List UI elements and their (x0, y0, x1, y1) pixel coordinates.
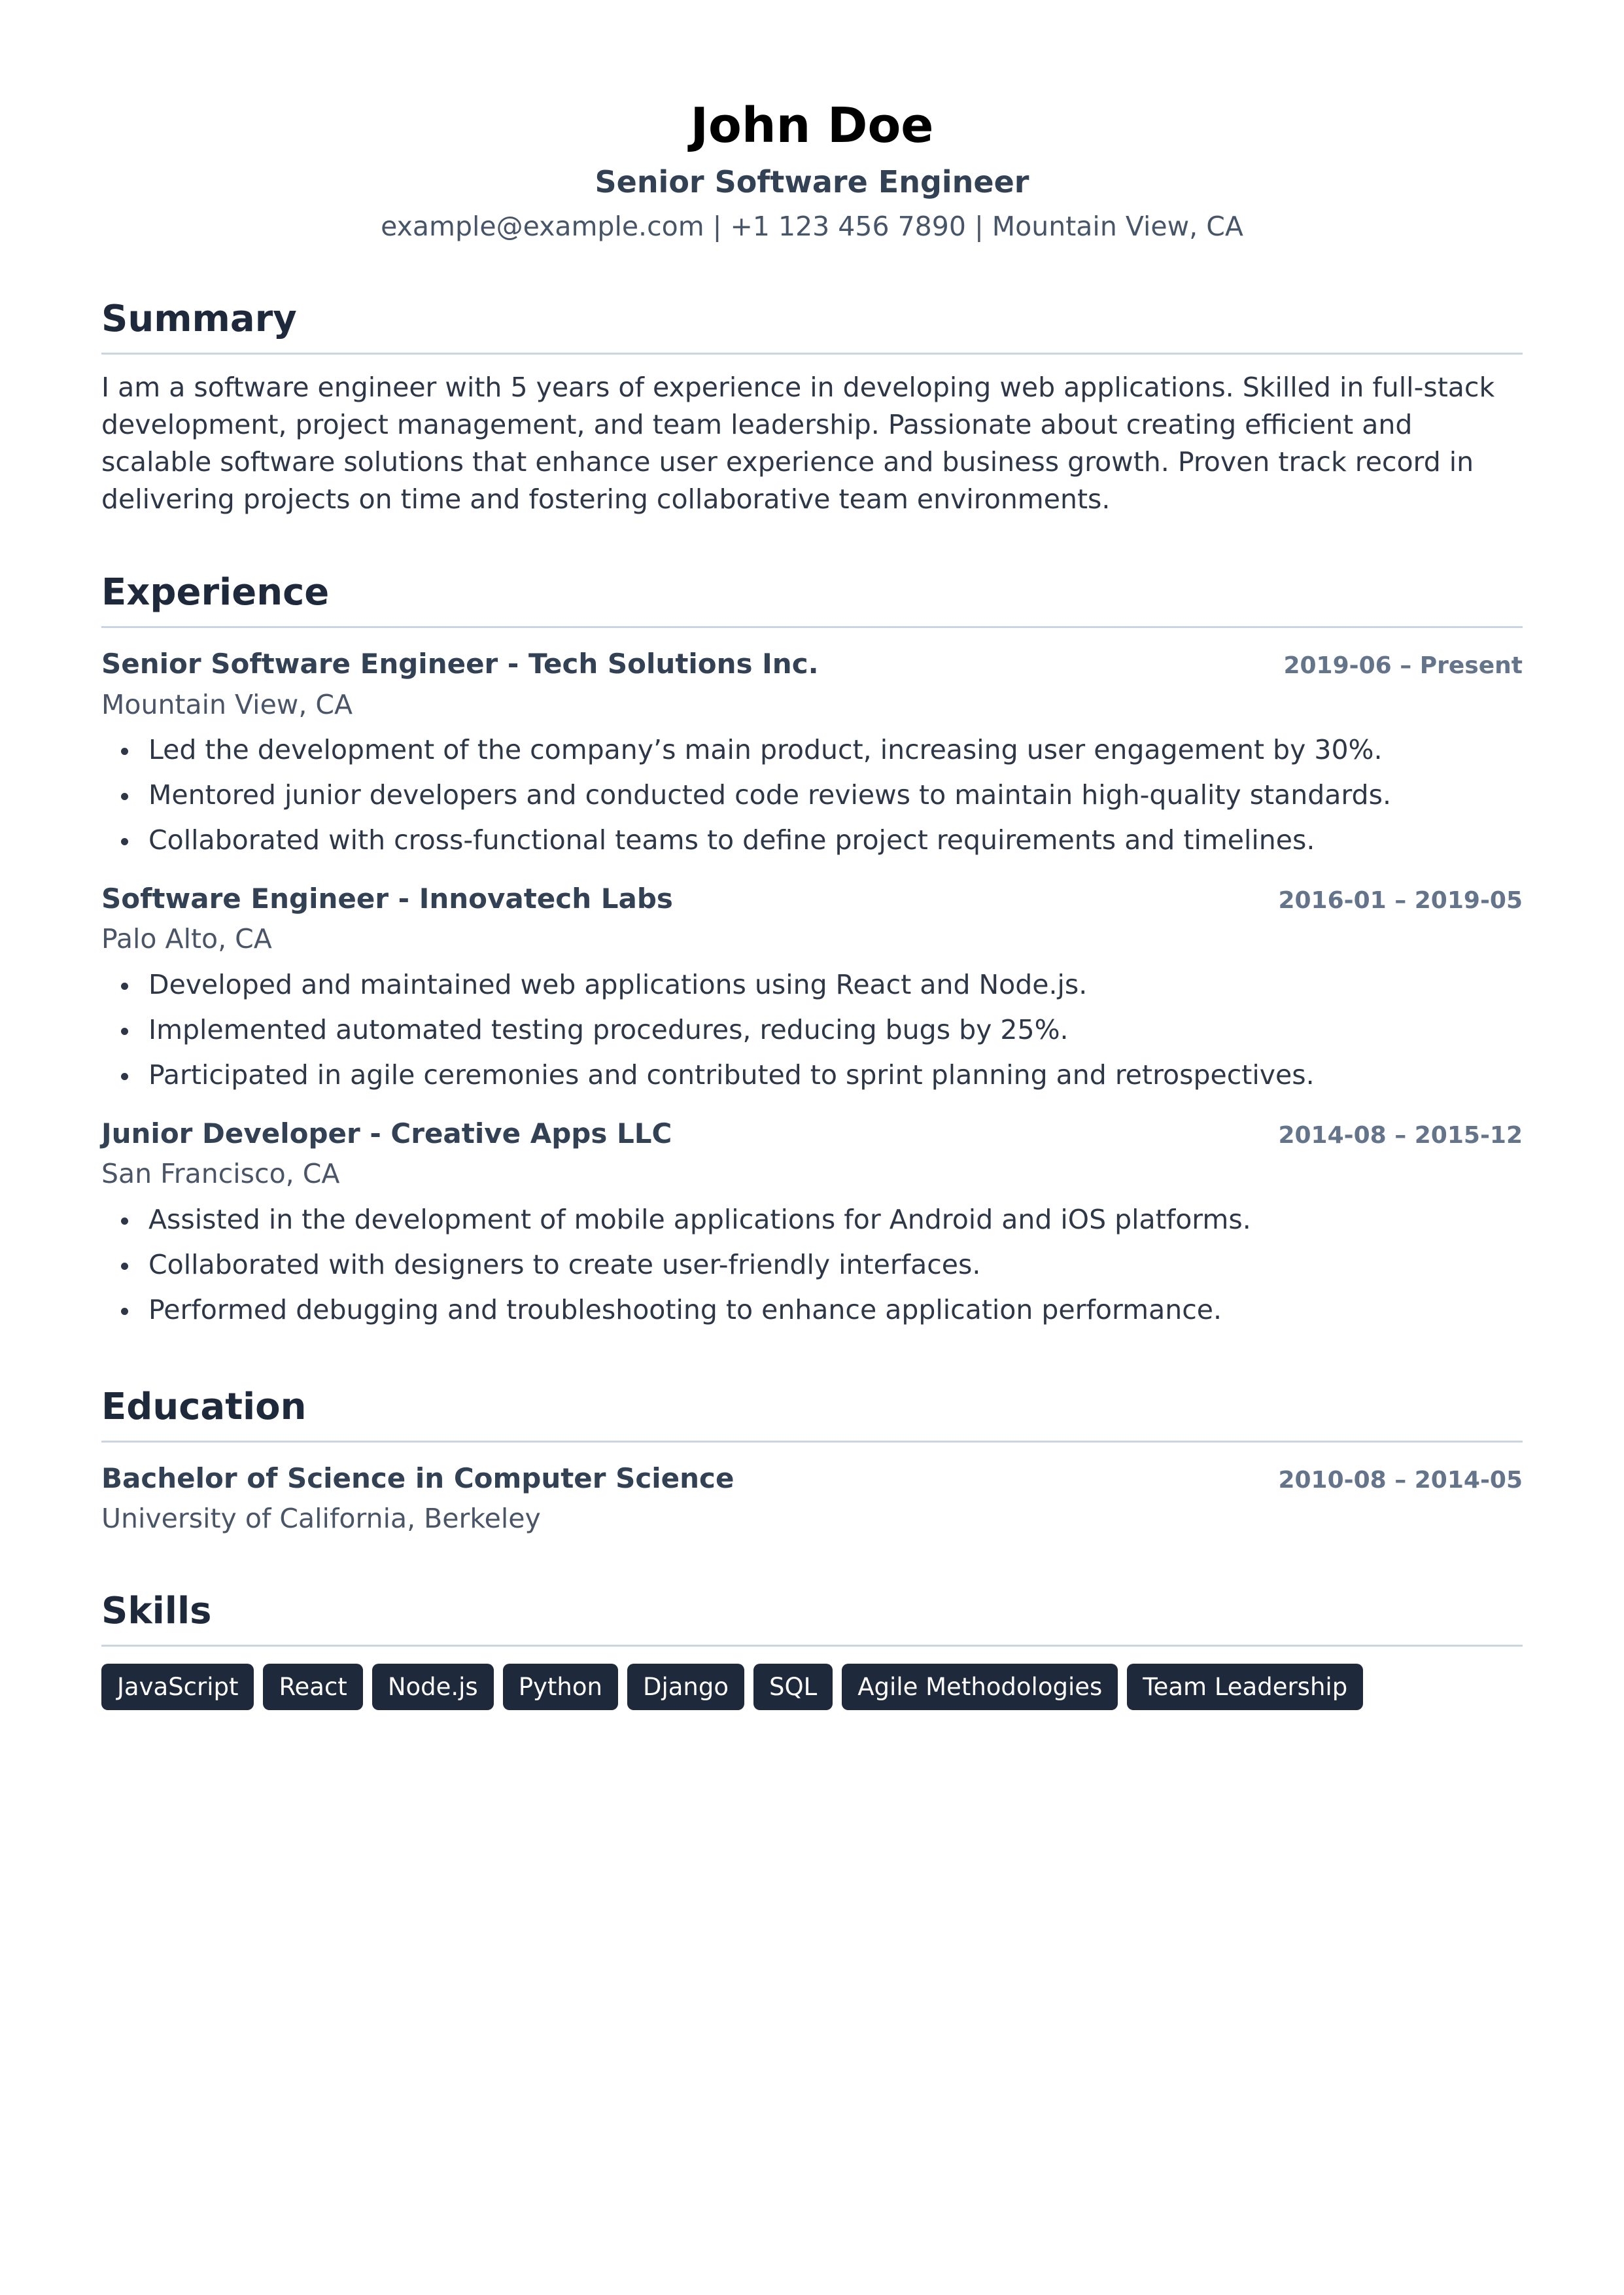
summary-section (101, 297, 1523, 518)
job-entry (101, 881, 1523, 1098)
job-dates: 2019-06 – Present (1283, 652, 1523, 679)
job-title: Junior Developer - Creative Apps LLC (101, 1117, 672, 1149)
job-title: Senior Software Engineer - Tech Solutions Inc. (101, 647, 819, 680)
job-bullet: Developed and maintained web applications using React and Node.js. (148, 962, 1523, 1007)
job-header (101, 1116, 1523, 1152)
resume-header (101, 98, 1523, 245)
skill-tag: React (263, 1664, 362, 1710)
job-bullets (101, 727, 1523, 863)
skill-tag: Django (627, 1664, 744, 1710)
school-name: University of California, Berkeley (101, 1503, 541, 1535)
skill-tag: Python (503, 1664, 618, 1710)
skill-tag: Team Leadership (1127, 1664, 1363, 1710)
skills-list (101, 1664, 1523, 1710)
skill-tag: JavaScript (101, 1664, 254, 1710)
job-bullet: Mentored junior developers and conducted code reviews to maintain high-quality standards. (148, 773, 1523, 818)
job-bullet: Performed debugging and troubleshooting to enhance application performance. (148, 1288, 1523, 1333)
education-dates: 2010-08 – 2014-05 (1278, 1466, 1523, 1494)
skill-tag: Agile Methodologies (842, 1664, 1118, 1710)
skill-tag: SQL (753, 1664, 833, 1710)
candidate-name: John Doe (690, 97, 934, 154)
candidate-role: Senior Software Engineer (595, 164, 1029, 200)
job-bullet: Led the development of the company’s main product, increasing user engagement by 30%. (148, 727, 1523, 773)
contact-line: example@example.com | +1 123 456 7890 | Mountain View, CA (381, 211, 1243, 243)
education-entry (101, 1461, 1523, 1537)
job-bullet: Collaborated with cross-functional teams to define project requirements and timelines. (148, 818, 1523, 863)
experience-section (101, 570, 1523, 1333)
job-bullets (101, 1197, 1523, 1333)
skills-heading: Skills (101, 1589, 1523, 1647)
job-bullet: Implemented automated testing procedures, reducing bugs by 25%. (148, 1007, 1523, 1053)
job-bullet: Assisted in the development of mobile applications for Android and iOS platforms. (148, 1197, 1523, 1242)
job-title: Software Engineer - Innovatech Labs (101, 882, 673, 915)
job-bullet: Collaborated with designers to create user-friendly interfaces. (148, 1242, 1523, 1288)
job-location: Mountain View, CA (101, 688, 353, 720)
job-header (101, 646, 1523, 682)
job-bullets (101, 962, 1523, 1098)
experience-heading: Experience (101, 570, 1523, 628)
skill-tag: Node.js (372, 1664, 494, 1710)
education-section (101, 1385, 1523, 1537)
job-dates: 2014-08 – 2015-12 (1278, 1121, 1523, 1149)
job-dates: 2016-01 – 2019-05 (1278, 886, 1523, 914)
summary-text: I am a software engineer with 5 years of experience in developing web applications. Skilled in full-stack development, project management, and team leadership. Passionate about creating efficient and scalable software solutions that enhance user experience and business growth. Proven track record in delivering projects on time and fostering collaborative team environments. (101, 371, 1495, 515)
job-bullet: Participated in agile ceremonies and contributed to sprint planning and retrospectives. (148, 1053, 1523, 1098)
summary-heading: Summary (101, 297, 1523, 355)
job-entry (101, 1116, 1523, 1333)
education-heading: Education (101, 1385, 1523, 1443)
job-location: Palo Alto, CA (101, 923, 272, 955)
job-header (101, 881, 1523, 917)
job-location: San Francisco, CA (101, 1158, 340, 1190)
education-header (101, 1461, 1523, 1497)
degree-title: Bachelor of Science in Computer Science (101, 1462, 734, 1494)
skills-section (101, 1589, 1523, 1710)
job-entry (101, 646, 1523, 863)
